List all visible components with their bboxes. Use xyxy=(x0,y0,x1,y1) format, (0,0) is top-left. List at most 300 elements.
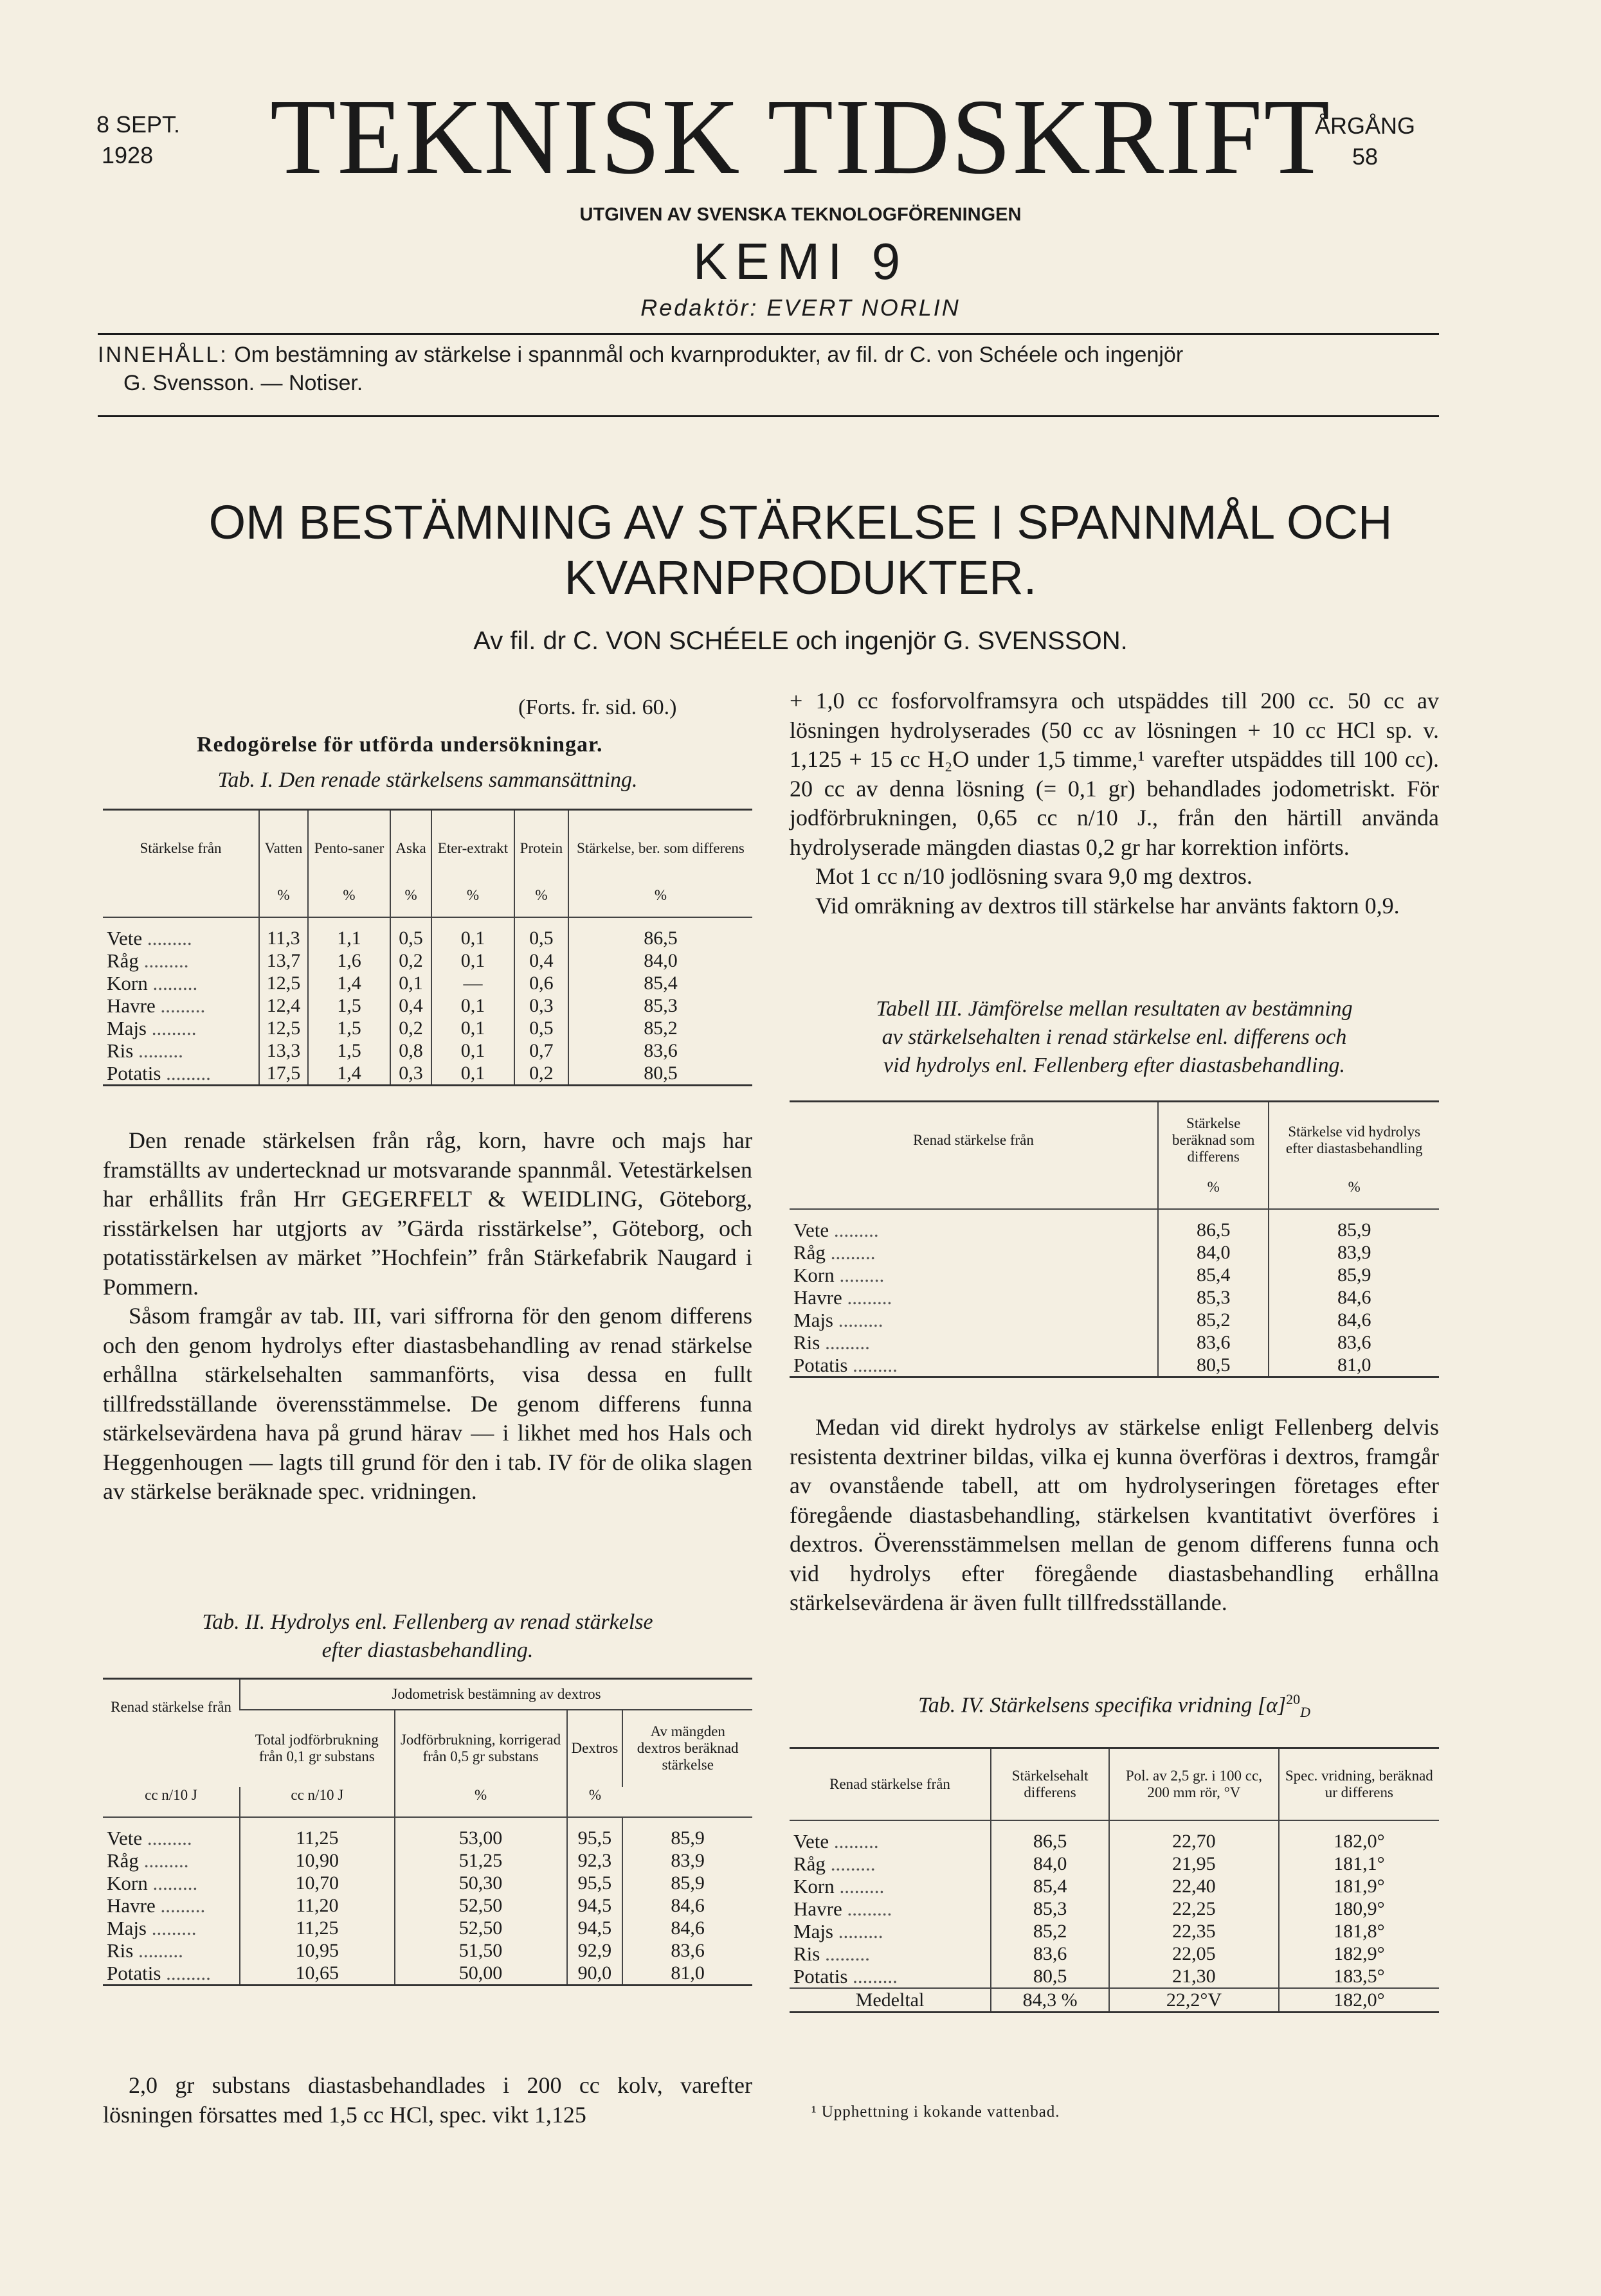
tab1-cell: — xyxy=(431,972,514,994)
tab4-cell: 182,9° xyxy=(1279,1942,1439,1965)
tab2-cell: 95,5 xyxy=(567,1872,623,1894)
tab2-cell: 11,20 xyxy=(240,1894,395,1917)
tab1-cell: 0,6 xyxy=(514,972,568,994)
tab3-row-label xyxy=(790,1241,1158,1264)
tab1-cell: 0,4 xyxy=(514,949,568,972)
tab2-cell: 51,25 xyxy=(395,1849,567,1872)
tab1-cell: 0,5 xyxy=(390,917,431,949)
tab4-cell: 22,25 xyxy=(1109,1897,1278,1920)
tab4-row-label xyxy=(790,1920,991,1942)
tab2-unit-1: cc n/10 J xyxy=(145,1786,197,1803)
left-text xyxy=(103,1126,752,1507)
tab1-cell: 1,5 xyxy=(308,1017,390,1039)
tab1-cell: 83,6 xyxy=(568,1039,752,1062)
tab1-head-2: Pento-saner xyxy=(308,810,390,887)
right-paragraph-2: Mot 1 cc n/10 jodlösning svara 9,0 mg dextros. xyxy=(815,863,1253,889)
leader-dots: ......... xyxy=(133,1039,183,1062)
table-2 xyxy=(103,1678,752,1986)
tab2-row-label xyxy=(103,1962,240,1986)
tab3-row-label xyxy=(790,1209,1158,1241)
tab3-cell: 83,9 xyxy=(1269,1241,1439,1264)
volume-label: ÅRGÅNG xyxy=(1315,112,1416,139)
tab2-cell: 92,9 xyxy=(567,1939,623,1962)
tab4-row-label xyxy=(790,1852,991,1875)
tab4-row-label-text: Vete xyxy=(793,1829,829,1852)
tab1-head-6: Stärkelse, ber. som differens xyxy=(568,810,752,887)
contents-label: INNEHÅLL: xyxy=(98,343,228,367)
tab1-unit-1: % xyxy=(259,887,308,917)
masthead-title: TEKNISK TIDSKRIFT xyxy=(269,77,1332,197)
tab1-cell: 1,5 xyxy=(308,994,390,1017)
leader-dots: ......... xyxy=(138,949,189,972)
leader-dots: ......... xyxy=(847,1353,898,1376)
tab1-row-label xyxy=(103,1039,259,1062)
table-row xyxy=(103,949,752,972)
volume-number: 58 xyxy=(1352,143,1379,170)
tab2-cell: 53,00 xyxy=(395,1817,567,1849)
tab1-row-label-text: Majs xyxy=(107,1016,147,1039)
tab1-unit-2: % xyxy=(308,887,390,917)
tab3-unit-2: % xyxy=(1269,1179,1439,1209)
tab1-cell: 0,2 xyxy=(390,949,431,972)
contents-text: Om bestämning av stärkelse i spannmål och kvarnprodukter, av fil. dr C. von Schéele och ingenjör xyxy=(234,343,1184,367)
tab1-cell: 0,2 xyxy=(514,1062,568,1086)
tab1-cell: 1,1 xyxy=(308,917,390,949)
publisher: UTGIVEN AV SVENSKA TEKNOLOGFÖRENINGEN xyxy=(579,204,1022,225)
tab2-caption-line2: efter diastasbehandling. xyxy=(321,1638,534,1662)
tab2-cell: 84,6 xyxy=(622,1894,752,1917)
tab1-unit-4: % xyxy=(431,887,514,917)
table-row xyxy=(790,1354,1439,1377)
tab4-head-0: Renad stärkelse från xyxy=(829,1775,950,1792)
tab4-row-label-text: Majs xyxy=(793,1919,833,1942)
table-row xyxy=(103,1939,752,1962)
leader-dots: ......... xyxy=(825,1852,876,1875)
tab2-cell: 95,5 xyxy=(567,1817,623,1849)
tab1-cell: 17,5 xyxy=(259,1062,308,1086)
tab4-mean-cell: 84,3 % xyxy=(991,1988,1109,2013)
tab3-cell: 81,0 xyxy=(1269,1354,1439,1377)
tab1-unit-6: % xyxy=(568,887,752,917)
tab1-cell: 86,5 xyxy=(568,917,752,949)
tab3-row-label-text: Råg xyxy=(793,1241,826,1264)
tab3-cell: 83,6 xyxy=(1158,1331,1269,1354)
tab2-row-label xyxy=(103,1817,240,1849)
tab2-row-label-text: Majs xyxy=(107,1916,147,1939)
tab1-cell: 13,7 xyxy=(259,949,308,972)
tab2-cell: 92,3 xyxy=(567,1849,623,1872)
tab3-row-label-text: Vete xyxy=(793,1218,829,1241)
leader-dots: ......... xyxy=(847,1964,898,1987)
tab2-row-label xyxy=(103,1939,240,1962)
tab1-row-label xyxy=(103,972,259,994)
tab1-cell: 0,1 xyxy=(431,917,514,949)
tab1-row-label-text: Havre xyxy=(107,994,156,1017)
leader-dots: ......... xyxy=(138,1849,189,1872)
table-row xyxy=(790,1820,1439,1852)
tab4-cell: 21,30 xyxy=(1109,1965,1278,1988)
tab4-cell: 83,6 xyxy=(991,1942,1109,1965)
tab4-row-label-text: Korn xyxy=(793,1874,835,1897)
right-paragraph-1: + 1,0 cc fosforvolframsyra och utspäddes till 200 cc. 50 cc av lösningen hydrolyserades (50 cc av lösningen + 10 cc HCl sp. v. 1,125 + 15 cc H₂O under 1,5 timme,¹ varefter utspäddes till 100 cc). 20 cc av denna lösning (= 0,1 gr) behandlades jodometriskt. För jodförbrukningen, 0,65 cc n/10 J., från den härtill använda hydrolyserade mängden diastas 0,2 gr har korrektion införts. xyxy=(790,688,1439,860)
tab1-cell: 0,4 xyxy=(390,994,431,1017)
tab2-unit-2: cc n/10 J xyxy=(240,1787,395,1817)
leader-dots: ......... xyxy=(161,1961,211,1984)
leader-dots: ......... xyxy=(147,1016,197,1039)
tab1-cell: 1,5 xyxy=(308,1039,390,1062)
article-title-line2: KVARNPRODUKTER. xyxy=(564,551,1037,604)
tab2-cell: 85,9 xyxy=(622,1872,752,1894)
leader-dots: ......... xyxy=(155,1894,206,1917)
table-1 xyxy=(103,809,752,1086)
leader-dots: ......... xyxy=(842,1897,892,1920)
tab2-group-header: Jodometrisk bestämning av dextros xyxy=(240,1679,752,1710)
tab3-cell: 80,5 xyxy=(1158,1354,1269,1377)
tab3-cell: 84,6 xyxy=(1269,1286,1439,1309)
table-row xyxy=(790,1264,1439,1286)
tab4-cell: 180,9° xyxy=(1279,1897,1439,1920)
tab4-head-3: Spec. vridning, beräknad ur differens xyxy=(1279,1748,1439,1820)
rule-bottom xyxy=(98,415,1439,417)
tab1-row-label-text: Potatis xyxy=(107,1061,161,1084)
leader-dots: ......... xyxy=(147,1916,197,1939)
tab3-row-label xyxy=(790,1309,1158,1331)
tab2-head-1: Total jodförbrukning från 0,1 gr substans xyxy=(255,1732,379,1764)
tab1-cell: 0,3 xyxy=(390,1062,431,1086)
table-row xyxy=(790,1920,1439,1942)
table-row xyxy=(103,1039,752,1062)
tab2-cell: 83,9 xyxy=(622,1849,752,1872)
table-row xyxy=(103,1872,752,1894)
tab3-cell: 84,6 xyxy=(1269,1309,1439,1331)
tab1-cell: 12,4 xyxy=(259,994,308,1017)
contents xyxy=(98,341,1439,397)
leader-dots: ......... xyxy=(147,971,198,994)
leader-dots: ......... xyxy=(142,926,192,949)
table-row xyxy=(103,917,752,949)
tab4-cell: 181,8° xyxy=(1279,1920,1439,1942)
tab2-cell: 10,90 xyxy=(240,1849,395,1872)
leader-dots: ......... xyxy=(161,1061,211,1084)
footnote: ¹ Upphettning i kokande vattenbad. xyxy=(811,2103,1060,2121)
tab1-unit-0 xyxy=(103,887,259,917)
tab2-unit-4: % xyxy=(567,1787,623,1817)
tab3-row-label xyxy=(790,1354,1158,1377)
leader-dots: ......... xyxy=(820,1942,870,1965)
tab2-cell: 10,95 xyxy=(240,1939,395,1962)
tab2-row-label-text: Korn xyxy=(107,1871,148,1894)
tab4-caption xyxy=(790,1685,1439,1726)
tab2-caption-line1: Tab. II. Hydrolys enl. Fellenberg av renad stärkelse xyxy=(202,1610,653,1634)
leader-dots: ......... xyxy=(834,1874,885,1897)
tab1-cell: 0,1 xyxy=(431,1039,514,1062)
left-paragraph-2: Såsom framgår av tab. III, vari siffrorna för den genom differens och den genom hydrolys efter diastasbehandling av renad stärkelse erhållna stärkelsehalten sammanförts, visa dessa en fullt tillfredsställande överensstämmelse. De genom differens funna stärkelsevärdena hava på grund härav — i likhet med hos Hals och Heggenhougen — lagts till grund för den i tab. IV för de olika slagen av stärkelse beräknade spec. vridningen. xyxy=(103,1303,752,1504)
tab4-caption-sup: 20 xyxy=(1286,1691,1301,1707)
tab3-row-label-text: Korn xyxy=(793,1263,835,1286)
tab1-row-label xyxy=(103,917,259,949)
right-paragraph-4: Medan vid direkt hydrolys av stärkelse enligt Fellenberg delvis resistenta dextriner bildas, vilka ej kunna överföras i dextros, framgår av ovanstående tabell, att om hydrolyseringen företages efter föregående diastasbehandling, stärkelsen kvantitativt överföres i dextros. Överensstämmelsen mellan de genom differens funna och vid hydrolys efter föregående diastasbehandling erhållna stärkelsevärdena är även fullt tillfredsställande. xyxy=(790,1414,1439,1615)
leader-dots: ......... xyxy=(833,1919,883,1942)
table-row xyxy=(790,1942,1439,1965)
tab4-cell: 182,0° xyxy=(1279,1820,1439,1852)
tab1-cell: 0,1 xyxy=(390,972,431,994)
table-row xyxy=(103,1894,752,1917)
tab1-row-label-text: Vete xyxy=(107,926,143,949)
tab4-mean-cell: 22,2°V xyxy=(1109,1988,1278,2013)
tab4-row-label xyxy=(790,1965,991,1988)
tab4-cell: 85,2 xyxy=(991,1920,1109,1942)
right-text-2 xyxy=(790,1413,1439,1618)
tab1-cell: 80,5 xyxy=(568,1062,752,1086)
tab3-row-label-text: Havre xyxy=(793,1286,842,1309)
tab1-row-label-text: Korn xyxy=(107,971,148,994)
table-row xyxy=(103,994,752,1017)
tab4-cell: 84,0 xyxy=(991,1852,1109,1875)
tab4-row-label-text: Havre xyxy=(793,1897,842,1920)
tab1-row-label xyxy=(103,1017,259,1039)
table-row xyxy=(790,1286,1439,1309)
leader-dots: ......... xyxy=(834,1263,885,1286)
tab1-cell: 0,1 xyxy=(431,1062,514,1086)
continued-note: (Forts. fr. sid. 60.) xyxy=(518,695,677,719)
tab2-cell: 94,5 xyxy=(567,1917,623,1939)
tab2-cell: 50,00 xyxy=(395,1962,567,1986)
tab1-row-label xyxy=(103,1062,259,1086)
tab3-cell: 85,9 xyxy=(1269,1209,1439,1241)
tab3-row-label-text: Majs xyxy=(793,1308,833,1331)
tab4-cell: 85,3 xyxy=(991,1897,1109,1920)
leader-dots: ......... xyxy=(842,1286,892,1309)
tab4-head-2: Pol. av 2,5 gr. i 100 cc, 200 mm rör, °V xyxy=(1109,1748,1278,1820)
tab3-cell: 85,4 xyxy=(1158,1264,1269,1286)
issue-day: 8 SEPT. xyxy=(96,111,181,138)
tab2-cell: 10,65 xyxy=(240,1962,395,1986)
tab2-cell: 81,0 xyxy=(622,1962,752,1986)
tab1-caption: Tab. I. Den renade stärkelsens sammansättning. xyxy=(217,768,638,792)
tab2-cell: 10,70 xyxy=(240,1872,395,1894)
byline: Av fil. dr C. VON SCHÉELE och ingenjör G. SVENSSON. xyxy=(473,627,1128,655)
tab3-row-label-text: Potatis xyxy=(793,1353,848,1376)
rule-top xyxy=(98,333,1439,335)
tab1-cell: 12,5 xyxy=(259,972,308,994)
table-4 xyxy=(790,1747,1439,2013)
table-row xyxy=(790,1875,1439,1897)
tab2-row-label xyxy=(103,1872,240,1894)
tab3-head-0: Renad stärkelse från xyxy=(913,1132,1034,1149)
tab1-unit-5: % xyxy=(514,887,568,917)
tab3-cell: 85,3 xyxy=(1158,1286,1269,1309)
tab2-row-label xyxy=(103,1849,240,1872)
contents-text-2: G. Svensson. — Notiser. xyxy=(123,371,363,395)
leader-dots: ......... xyxy=(829,1829,879,1852)
tab2-row-label xyxy=(103,1917,240,1939)
tab3-unit-1: % xyxy=(1158,1179,1269,1209)
tab1-row-label xyxy=(103,994,259,1017)
tab1-cell: 0,1 xyxy=(431,994,514,1017)
tab3-row-label xyxy=(790,1331,1158,1354)
tab2-cell: 11,25 xyxy=(240,1917,395,1939)
table-row xyxy=(790,1331,1439,1354)
editor: Redaktör: EVERT NORLIN xyxy=(640,294,961,321)
tab1-cell: 1,4 xyxy=(308,972,390,994)
tab2-head-4: Av mängden dextros beräknad stärkelse xyxy=(622,1710,752,1787)
tab1-head-4: Eter-extrakt xyxy=(431,810,514,887)
tab4-cell: 86,5 xyxy=(991,1820,1109,1852)
tab4-mean-label: Medeltal xyxy=(855,1989,925,2011)
tab4-row-label xyxy=(790,1942,991,1965)
tab4-caption-text: Tab. IV. Stärkelsens specifika vridning [α] xyxy=(918,1693,1287,1718)
tab2-row-label xyxy=(103,1894,240,1917)
tab2-row-label-text: Råg xyxy=(107,1849,139,1872)
table-row xyxy=(103,1849,752,1872)
tab1-cell: 1,6 xyxy=(308,949,390,972)
leader-dots: ......... xyxy=(133,1939,183,1962)
tab4-cell: 22,40 xyxy=(1109,1875,1278,1897)
tab3-unit-0 xyxy=(790,1179,1158,1209)
tab2-cell: 50,30 xyxy=(395,1872,567,1894)
tab1-cell: 0,5 xyxy=(514,1017,568,1039)
tab1-cell: 0,1 xyxy=(431,1017,514,1039)
tab4-row-label-text: Råg xyxy=(793,1852,826,1875)
tab2-cell: 83,6 xyxy=(622,1939,752,1962)
right-text xyxy=(790,686,1439,920)
tab2-head-2: Jodförbrukning, korrigerad från 0,5 gr substans xyxy=(395,1710,567,1787)
tab1-cell: 85,2 xyxy=(568,1017,752,1039)
tab4-cell: 181,1° xyxy=(1279,1852,1439,1875)
table-row xyxy=(103,1062,752,1086)
tab2-row-label-text: Vete xyxy=(107,1826,143,1849)
leader-dots: ......... xyxy=(147,1871,198,1894)
table-row xyxy=(790,1309,1439,1331)
tab1-row-label xyxy=(103,949,259,972)
left-bottom-text xyxy=(103,2071,752,2130)
tab2-cell: 52,50 xyxy=(395,1894,567,1917)
tab1-cell: 0,8 xyxy=(390,1039,431,1062)
tab4-cell: 22,35 xyxy=(1109,1920,1278,1942)
table-row xyxy=(790,1852,1439,1875)
tab3-cell: 85,9 xyxy=(1269,1264,1439,1286)
tab4-cell: 80,5 xyxy=(991,1965,1109,1988)
tab1-head-0: Stärkelse från xyxy=(140,840,222,857)
section-title: KEMI 9 xyxy=(692,233,909,290)
tab4-cell: 21,95 xyxy=(1109,1852,1278,1875)
leader-dots: ......... xyxy=(833,1308,883,1331)
tab1-head-1: Vatten xyxy=(259,810,308,887)
tab1-head-3: Aska xyxy=(390,810,431,887)
tab3-cell: 84,0 xyxy=(1158,1241,1269,1264)
leader-dots: ......... xyxy=(825,1241,876,1264)
tab3-row-label xyxy=(790,1264,1158,1286)
tab3-caption-line3: vid hydrolys enl. Fellenberg efter diastasbehandling. xyxy=(883,1054,1345,1077)
tab4-row-label xyxy=(790,1897,991,1920)
tab1-row-label-text: Råg xyxy=(107,949,139,972)
table-row xyxy=(103,972,752,994)
tab3-caption-line2: av stärkelsehalten i renad stärkelse enl. differens och xyxy=(882,1025,1347,1049)
tab2-cell: 52,50 xyxy=(395,1917,567,1939)
leader-dots: ......... xyxy=(820,1331,870,1354)
tab2-row-label-text: Havre xyxy=(107,1894,156,1917)
tab1-cell: 11,3 xyxy=(259,917,308,949)
tab1-cell: 0,5 xyxy=(514,917,568,949)
tab1-cell: 0,3 xyxy=(514,994,568,1017)
tab2-unit-3: % xyxy=(395,1787,567,1817)
tab1-cell: 12,5 xyxy=(259,1017,308,1039)
left-paragraph-1: Den renade stärkelsen från råg, korn, havre och majs har framställts av undertecknad ur motsvarande spannmål. Vetestärkelsen har erhållits från Hrr GEGERFELT & WEIDLING, Göteborg, risstärkelsen har utgjorts av ”Gärda risstärkelse”, Göteborg, och potatisstärkelsen av märket ”Hochfein” från Stärkefabrik Naugard i Pommern. xyxy=(103,1127,752,1300)
table-row xyxy=(790,1897,1439,1920)
tab2-caption xyxy=(103,1608,752,1665)
tab3-row-label-text: Ris xyxy=(793,1331,820,1354)
tab3-caption xyxy=(790,995,1439,1080)
leader-dots: ......... xyxy=(155,994,206,1017)
table-row xyxy=(103,1017,752,1039)
tab2-head-0: Renad stärkelse från xyxy=(111,1699,231,1715)
leader-dots: ......... xyxy=(142,1826,192,1849)
tab3-head-1: Stärkelse beräknad som differens xyxy=(1158,1102,1269,1179)
tab2-cell: 94,5 xyxy=(567,1894,623,1917)
tab3-cell: 85,2 xyxy=(1158,1309,1269,1331)
leader-dots: ......... xyxy=(829,1218,879,1241)
tab1-unit-3: % xyxy=(390,887,431,917)
tab4-row-label xyxy=(790,1875,991,1897)
tab2-cell: 85,9 xyxy=(622,1817,752,1849)
tab1-cell: 0,2 xyxy=(390,1017,431,1039)
tab1-row-label-text: Ris xyxy=(107,1039,134,1062)
tab2-row-label-text: Potatis xyxy=(107,1961,161,1984)
tab4-row-label-text: Ris xyxy=(793,1942,820,1965)
table-row xyxy=(790,1241,1439,1264)
tab1-head-5: Protein xyxy=(514,810,568,887)
tab2-row-label-text: Ris xyxy=(107,1939,134,1962)
tab1-cell: 0,7 xyxy=(514,1039,568,1062)
tab2-cell: 84,6 xyxy=(622,1917,752,1939)
table-3 xyxy=(790,1100,1439,1378)
tab1-cell: 0,1 xyxy=(431,949,514,972)
tab2-cell: 11,25 xyxy=(240,1817,395,1849)
tab1-cell: 84,0 xyxy=(568,949,752,972)
article-title-line1: OM BESTÄMNING AV STÄRKELSE I SPANNMÅL OCH xyxy=(208,496,1393,549)
issue-year: 1928 xyxy=(102,142,154,168)
tab4-head-1: Stärkelsehalt differens xyxy=(991,1748,1109,1820)
tab2-head-3: Dextros xyxy=(567,1710,623,1787)
tab1-cell: 13,3 xyxy=(259,1039,308,1062)
tab3-row-label xyxy=(790,1286,1158,1309)
tab4-cell: 85,4 xyxy=(991,1875,1109,1897)
tab4-row-label xyxy=(790,1820,991,1852)
table-row xyxy=(103,1817,752,1849)
table-row-mean xyxy=(790,1988,1439,2013)
right-paragraph-3: Vid omräkning av dextros till stärkelse har använts faktorn 0,9. xyxy=(815,892,1400,919)
tab2-cell: 51,50 xyxy=(395,1939,567,1962)
tab1-cell: 1,4 xyxy=(308,1062,390,1086)
tab3-caption-line1: Tabell III. Jämförelse mellan resultaten av bestämning xyxy=(876,997,1353,1021)
tab4-caption-sub: D xyxy=(1300,1704,1311,1721)
table-row xyxy=(790,1965,1439,1988)
subhead: Redogörelse för utförda undersökningar. xyxy=(197,733,603,757)
tab1-cell: 85,3 xyxy=(568,994,752,1017)
tab4-row-label-text: Potatis xyxy=(793,1964,848,1987)
table-row xyxy=(790,1209,1439,1241)
article-title xyxy=(0,495,1601,605)
volume xyxy=(1315,111,1415,172)
tab4-cell: 22,70 xyxy=(1109,1820,1278,1852)
table-row xyxy=(103,1962,752,1986)
tab4-cell: 181,9° xyxy=(1279,1875,1439,1897)
left-bottom-paragraph: 2,0 gr substans diastasbehandlades i 200 cc kolv, varefter lösningen försattes med 1,5 cc HCl, spec. vikt 1,125 xyxy=(103,2072,752,2128)
tab3-cell: 83,6 xyxy=(1269,1331,1439,1354)
tab4-mean-cell: 182,0° xyxy=(1279,1988,1439,2013)
tab2-cell: 90,0 xyxy=(567,1962,623,1986)
tab3-head-2: Stärkelse vid hydrolys efter diastasbehandling xyxy=(1269,1102,1439,1179)
